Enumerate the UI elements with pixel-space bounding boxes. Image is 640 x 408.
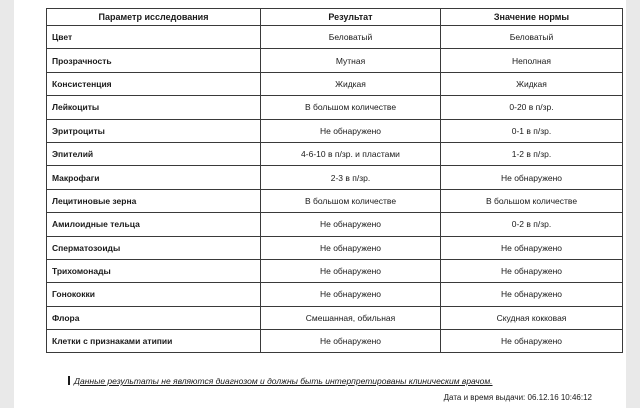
row-result: В большом количестве — [261, 96, 441, 119]
row-norm: 1-2 в п/зр. — [441, 142, 623, 165]
row-result: Не обнаружено — [261, 259, 441, 282]
row-result: Жидкая — [261, 72, 441, 95]
row-norm: Не обнаружено — [441, 259, 623, 282]
table-row — [47, 259, 623, 282]
row-result: В большом количестве — [261, 189, 441, 212]
row-result: 4-6-10 в п/зр. и пластами — [261, 142, 441, 165]
row-norm: 0-2 в п/зр. — [441, 213, 623, 236]
table-row — [47, 236, 623, 259]
disclaimer-text: Данные результаты не являются диагнозом и должны быть интерпретированы клиническим врачом. — [74, 376, 493, 386]
row-norm: Не обнаружено — [441, 166, 623, 189]
row-parameter: Эритроциты — [47, 119, 261, 142]
row-parameter: Макрофаги — [47, 166, 261, 189]
row-parameter: Гонококки — [47, 283, 261, 306]
report-page — [14, 0, 626, 408]
header-norm: Значение нормы — [441, 9, 623, 26]
row-norm: Не обнаружено — [441, 283, 623, 306]
table-row — [47, 49, 623, 72]
table-row — [47, 119, 623, 142]
row-parameter: Консистенция — [47, 72, 261, 95]
row-result: Мутная — [261, 49, 441, 72]
row-norm: В большом количестве — [441, 189, 623, 212]
row-parameter: Лейкоциты — [47, 96, 261, 119]
table-row — [47, 283, 623, 306]
row-parameter: Цвет — [47, 26, 261, 49]
row-parameter: Сперматозоиды — [47, 236, 261, 259]
row-norm: Не обнаружено — [441, 330, 623, 353]
table-row — [47, 166, 623, 189]
row-result: Не обнаружено — [261, 119, 441, 142]
row-parameter: Эпителий — [47, 142, 261, 165]
row-norm: Не обнаружено — [441, 236, 623, 259]
table-row — [47, 72, 623, 95]
row-parameter: Флора — [47, 306, 261, 329]
row-norm: 0-20 в п/зр. — [441, 96, 623, 119]
note-marker-icon — [68, 376, 70, 385]
disclaimer-note — [68, 376, 493, 386]
row-result: Беловатый — [261, 26, 441, 49]
row-norm: Беловатый — [441, 26, 623, 49]
row-result: 2-3 в п/зр. — [261, 166, 441, 189]
row-norm: 0-1 в п/зр. — [441, 119, 623, 142]
row-parameter: Клетки с признаками атипии — [47, 330, 261, 353]
row-norm: Неполная — [441, 49, 623, 72]
results-table — [46, 8, 623, 353]
header-result: Результат — [261, 9, 441, 26]
row-result: Не обнаружено — [261, 236, 441, 259]
row-result: Не обнаружено — [261, 213, 441, 236]
header-parameter: Параметр исследования — [47, 9, 261, 26]
table-row — [47, 213, 623, 236]
row-parameter: Прозрачность — [47, 49, 261, 72]
row-parameter: Лецитиновые зерна — [47, 189, 261, 212]
table-row — [47, 189, 623, 212]
table-row — [47, 26, 623, 49]
issue-datetime: Дата и время выдачи: 06.12.16 10:46:12 — [443, 393, 592, 402]
row-parameter: Трихомонады — [47, 259, 261, 282]
table-row — [47, 330, 623, 353]
table-row — [47, 142, 623, 165]
row-parameter: Амилоидные тельца — [47, 213, 261, 236]
table-row — [47, 96, 623, 119]
row-result: Не обнаружено — [261, 283, 441, 306]
row-result: Смешанная, обильная — [261, 306, 441, 329]
table-row — [47, 306, 623, 329]
row-norm: Жидкая — [441, 72, 623, 95]
row-norm: Скудная кокковая — [441, 306, 623, 329]
row-result: Не обнаружено — [261, 330, 441, 353]
table-header-row — [47, 9, 623, 26]
